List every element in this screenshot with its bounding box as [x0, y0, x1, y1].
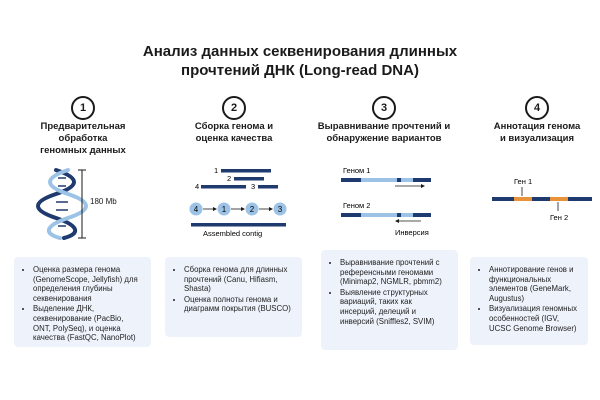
step-2-bullet-1: • Сборка генома для длинных прочтений (Canu, Hifiasm, Shasta) [184, 265, 294, 294]
step-1-heading-line-1: Предварительная [40, 121, 126, 132]
read-2 [234, 177, 264, 181]
step-2-heading-line-1: Сборка генома и [194, 121, 274, 132]
genome-1-track [341, 178, 431, 188]
step-1-description-box [14, 257, 151, 347]
gene-2-marker [550, 197, 568, 201]
step-4-number: 4 [525, 96, 549, 120]
step-2-bullet-2: • Оценка полноты генома и диаграмм покрытия (BUSCO) [184, 295, 294, 314]
assembled-contig-bar [191, 223, 286, 227]
read-3 [258, 185, 278, 189]
step-3-bullet-1: • Выравнивание прочтений с референсными геномами (Minimap2, NGMLR, pbmm2) [340, 258, 450, 287]
step-3-heading-line-1: Выравнивание прочтений и [317, 121, 451, 132]
genome-2-label: Геном 2 [343, 201, 371, 210]
graph-node-label-3: 3 [277, 205, 283, 214]
genome-2-track [341, 213, 431, 223]
read-1 [221, 169, 271, 173]
graph-node-label-4: 4 [193, 205, 199, 214]
step-3-number: 3 [372, 96, 396, 120]
assembly-diagram [159, 0, 309, 400]
read-label-1: 1 [214, 166, 219, 175]
graph-node-label-2: 2 [249, 205, 255, 214]
step-1-heading-line-2: обработка [58, 133, 108, 144]
step-2-description-box [165, 257, 302, 337]
step-4-heading-line-1: Аннотация генома [493, 121, 581, 132]
step-4-bullet-1: • Аннотирование генов и функциональных элементов (GeneMark, Augustus) [489, 265, 580, 303]
read-label-3: 3 [251, 182, 256, 191]
gene-1-marker [514, 197, 532, 201]
graph-arrow-icon [241, 207, 245, 211]
dna-helix-icon [38, 170, 86, 238]
step-1-bullet-1: • Оценка размера генома (GenomeScope, Jellyfish) для определения глубины секвенирования [33, 265, 143, 303]
step-3-heading-line-2: обнаружение вариантов [326, 133, 442, 144]
annotated-genome-track [492, 197, 592, 201]
step-1-number: 1 [71, 96, 95, 120]
assembled-contig-label: Assembled contig [203, 229, 263, 238]
step-4-heading-line-2: и визуализация [499, 133, 575, 144]
step-2-column [159, 0, 309, 400]
title-line-2: прочтений ДНК (Long-read DNA) [181, 62, 419, 79]
read-label-4: 4 [195, 182, 200, 191]
step-4-description-box [470, 257, 588, 345]
graph-arrow-icon [269, 207, 273, 211]
step-2-number: 2 [222, 96, 246, 120]
forward-arrow-icon [421, 184, 425, 188]
graph-node-label-1: 1 [221, 205, 227, 214]
read-4 [201, 185, 246, 189]
gene-2-label: Ген 2 [550, 213, 569, 222]
overlap-graph [190, 203, 287, 216]
step-3-description-box [321, 250, 458, 350]
reverse-arrow-icon [395, 219, 399, 223]
genome-size-label: 180 Mb [90, 197, 117, 206]
step-1-heading-line-3: геномных данных [40, 145, 126, 156]
inversion-label: Инверсия [395, 228, 429, 237]
step-3-bullet-2: • Выявление структурных вариаций, таких как инсерций, делеций и инверсий (Sniffles2, SVIM) [340, 288, 450, 326]
step-1-bullet-2: • Выделение ДНК, секвенирование (PacBio, ONT, PolySeq), и оценка качества (FastQC, NanoPlot) [33, 304, 143, 342]
step-4-bullet-2: • Визуализация геномных особенностей (IGV, UCSC Genome Browser) [489, 304, 580, 333]
read-label-2: 2 [227, 174, 232, 183]
title-line-1: Анализ данных секвенирования длинных [142, 43, 458, 60]
gene-1-label: Ген 1 [514, 177, 533, 186]
graph-arrow-icon [213, 207, 217, 211]
step-2-heading-line-2: оценка качества [195, 133, 273, 144]
genome-1-label: Геном 1 [343, 166, 371, 175]
